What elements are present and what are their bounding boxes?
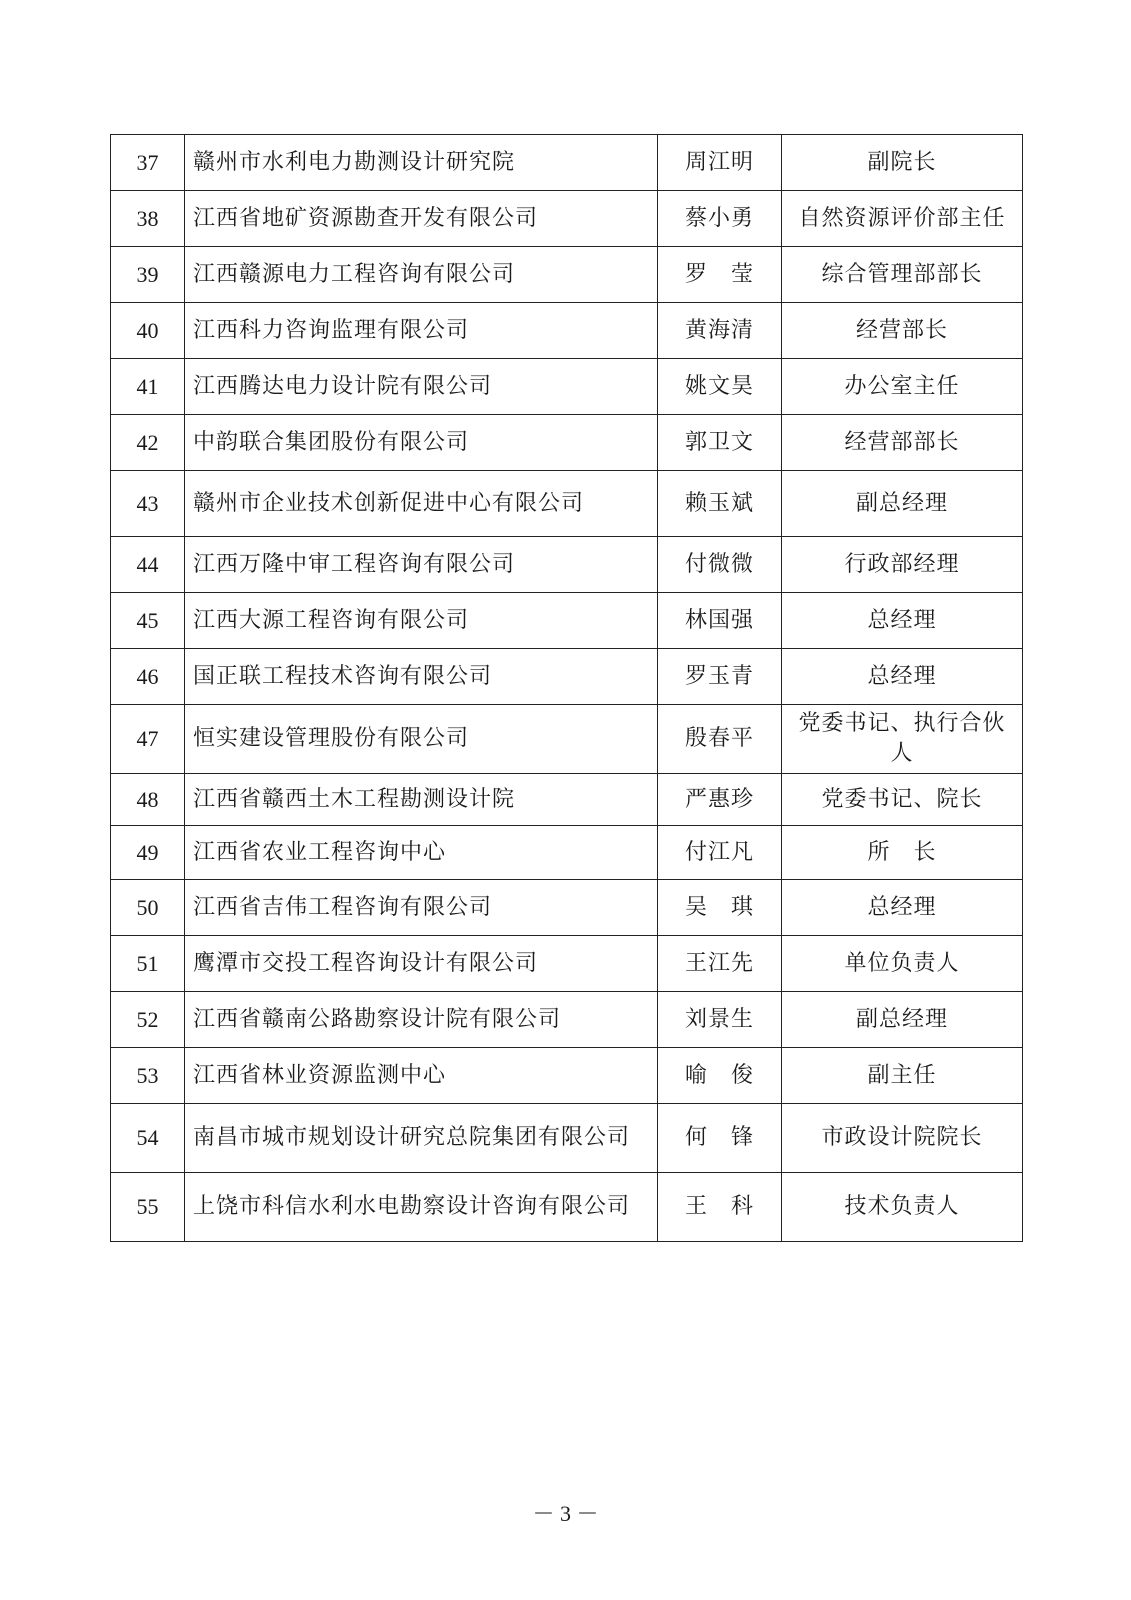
person-name: 刘景生	[658, 992, 782, 1048]
person-name: 黄海清	[658, 303, 782, 359]
table-row	[111, 774, 1023, 826]
job-title: 党委书记、院长	[782, 774, 1023, 826]
job-title: 所 长	[782, 826, 1023, 880]
job-title: 市政设计院院长	[782, 1104, 1023, 1173]
job-title: 副总经理	[782, 471, 1023, 537]
job-title: 副主任	[782, 1048, 1023, 1104]
person-name: 何 锋	[658, 1104, 782, 1173]
person-name: 郭卫文	[658, 415, 782, 471]
table-row	[111, 135, 1023, 191]
person-name: 王 科	[658, 1173, 782, 1242]
person-name: 付微微	[658, 537, 782, 593]
row-number: 51	[111, 936, 185, 992]
organization-name: 江西省吉伟工程咨询有限公司	[185, 880, 658, 936]
person-name: 王江先	[658, 936, 782, 992]
job-title: 副总经理	[782, 992, 1023, 1048]
organization-name: 江西省赣南公路勘察设计院有限公司	[185, 992, 658, 1048]
row-number: 46	[111, 649, 185, 705]
table-row	[111, 992, 1023, 1048]
person-name: 周江明	[658, 135, 782, 191]
row-number: 38	[111, 191, 185, 247]
table-row	[111, 826, 1023, 880]
row-number: 48	[111, 774, 185, 826]
organization-name: 国正联工程技术咨询有限公司	[185, 649, 658, 705]
job-title: 党委书记、执行合伙人	[782, 705, 1023, 774]
table-row	[111, 880, 1023, 936]
table-row	[111, 359, 1023, 415]
row-number: 45	[111, 593, 185, 649]
person-name: 殷春平	[658, 705, 782, 774]
person-name: 林国强	[658, 593, 782, 649]
job-title: 经营部长	[782, 303, 1023, 359]
job-title: 自然资源评价部主任	[782, 191, 1023, 247]
row-number: 47	[111, 705, 185, 774]
organization-name: 江西科力咨询监理有限公司	[185, 303, 658, 359]
organization-name: 赣州市水利电力勘测设计研究院	[185, 135, 658, 191]
row-number: 44	[111, 537, 185, 593]
organization-name: 江西万隆中审工程咨询有限公司	[185, 537, 658, 593]
table-row	[111, 247, 1023, 303]
person-name: 罗 莹	[658, 247, 782, 303]
person-name: 蔡小勇	[658, 191, 782, 247]
person-name: 吴 琪	[658, 880, 782, 936]
page-number: － 3 －	[532, 1501, 599, 1526]
job-title: 技术负责人	[782, 1173, 1023, 1242]
row-number: 43	[111, 471, 185, 537]
job-title: 总经理	[782, 880, 1023, 936]
table-row	[111, 303, 1023, 359]
organization-name: 鹰潭市交投工程咨询设计有限公司	[185, 936, 658, 992]
organization-name: 江西省林业资源监测中心	[185, 1048, 658, 1104]
table-row	[111, 593, 1023, 649]
organization-name: 南昌市城市规划设计研究总院集团有限公司	[185, 1104, 658, 1173]
row-number: 53	[111, 1048, 185, 1104]
person-name: 喻 俊	[658, 1048, 782, 1104]
organization-name: 江西省农业工程咨询中心	[185, 826, 658, 880]
row-number: 41	[111, 359, 185, 415]
job-title: 行政部经理	[782, 537, 1023, 593]
organization-name: 恒实建设管理股份有限公司	[185, 705, 658, 774]
table-row	[111, 1173, 1023, 1242]
organization-name: 江西腾达电力设计院有限公司	[185, 359, 658, 415]
row-number: 52	[111, 992, 185, 1048]
job-title: 单位负责人	[782, 936, 1023, 992]
row-number: 42	[111, 415, 185, 471]
person-name: 严惠珍	[658, 774, 782, 826]
organization-name: 江西省地矿资源勘查开发有限公司	[185, 191, 658, 247]
roster-table-body	[111, 135, 1023, 1242]
job-title: 总经理	[782, 593, 1023, 649]
person-name: 罗玉青	[658, 649, 782, 705]
table-row	[111, 191, 1023, 247]
table-row	[111, 649, 1023, 705]
organization-name: 中韵联合集团股份有限公司	[185, 415, 658, 471]
table-row	[111, 936, 1023, 992]
row-number: 40	[111, 303, 185, 359]
row-number: 54	[111, 1104, 185, 1173]
row-number: 37	[111, 135, 185, 191]
job-title: 经营部部长	[782, 415, 1023, 471]
organization-name: 江西赣源电力工程咨询有限公司	[185, 247, 658, 303]
person-name: 付江凡	[658, 826, 782, 880]
row-number: 50	[111, 880, 185, 936]
roster-table	[110, 134, 1023, 1242]
table-row	[111, 1104, 1023, 1173]
person-name: 姚文昊	[658, 359, 782, 415]
table-row	[111, 705, 1023, 774]
table-row	[111, 1048, 1023, 1104]
job-title: 综合管理部部长	[782, 247, 1023, 303]
organization-name: 上饶市科信水利水电勘察设计咨询有限公司	[185, 1173, 658, 1242]
organization-name: 赣州市企业技术创新促进中心有限公司	[185, 471, 658, 537]
row-number: 49	[111, 826, 185, 880]
job-title: 副院长	[782, 135, 1023, 191]
row-number: 39	[111, 247, 185, 303]
row-number: 55	[111, 1173, 185, 1242]
table-row	[111, 415, 1023, 471]
table-row	[111, 471, 1023, 537]
table-row	[111, 537, 1023, 593]
organization-name: 江西大源工程咨询有限公司	[185, 593, 658, 649]
person-name: 赖玉斌	[658, 471, 782, 537]
job-title: 总经理	[782, 649, 1023, 705]
job-title: 办公室主任	[782, 359, 1023, 415]
organization-name: 江西省赣西土木工程勘测设计院	[185, 774, 658, 826]
